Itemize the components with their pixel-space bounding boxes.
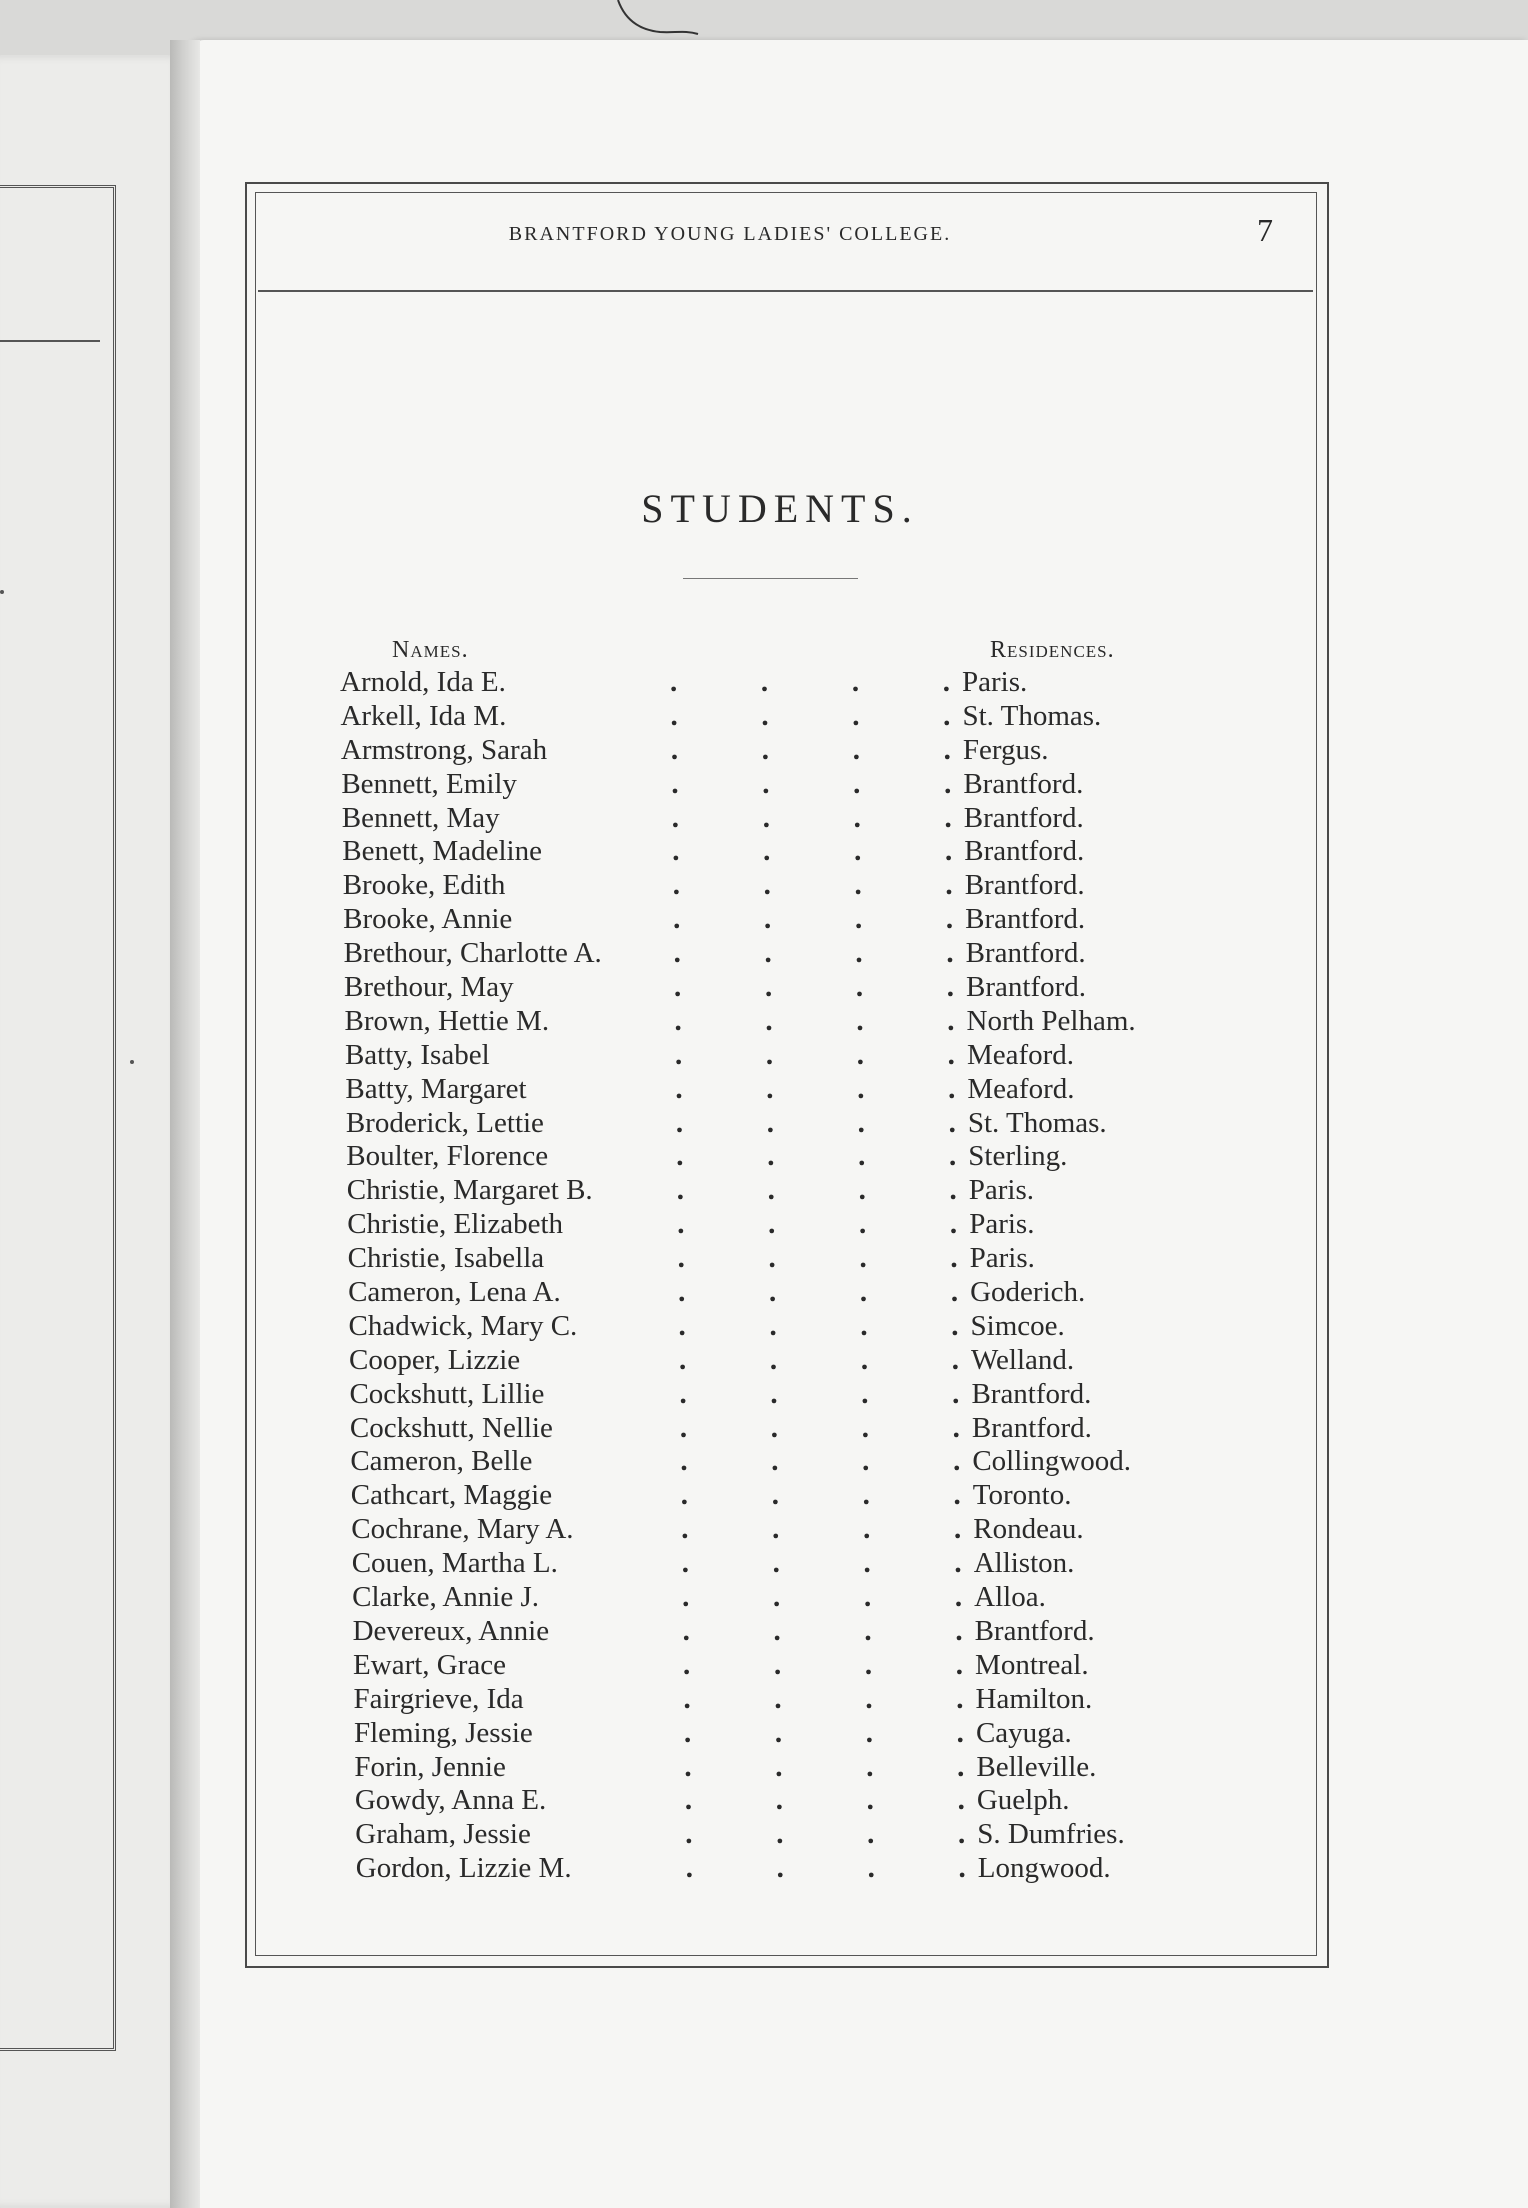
student-residence: Paris. — [969, 1242, 1035, 1275]
student-name: Brethour, Charlotte A. — [343, 937, 602, 970]
dot-leader: . . . . — [679, 1377, 960, 1410]
student-residence: Guelph. — [976, 1784, 1070, 1817]
student-list — [340, 666, 1220, 1886]
dot-leader: . . . . — [679, 1343, 959, 1376]
student-row — [349, 1310, 1229, 1344]
student-name: Armstrong, Sarah — [340, 733, 548, 766]
student-residence: Simcoe. — [970, 1309, 1065, 1342]
student-row — [349, 1378, 1229, 1412]
student-row — [342, 835, 1222, 869]
student-row — [343, 869, 1223, 903]
left-page-border — [0, 185, 116, 2051]
dot-leader: . . . . — [682, 1581, 963, 1614]
page-speck — [130, 1060, 134, 1064]
student-name: Cameron, Lena A. — [348, 1276, 561, 1309]
dot-leader: . . . . — [683, 1648, 964, 1681]
dot-leader: . . . . — [671, 767, 952, 800]
student-name: Cooper, Lizzie — [349, 1343, 521, 1376]
student-residence: Alloa. — [974, 1581, 1046, 1614]
student-residence: Brantford. — [966, 971, 1087, 1004]
dot-leader: . . . . — [674, 971, 955, 1004]
student-name: Graham, Jessie — [355, 1818, 531, 1851]
dot-leader: . . . . — [676, 1140, 957, 1173]
student-name: Christie, Isabella — [347, 1242, 545, 1275]
dot-leader: . . . . — [670, 666, 950, 698]
dot-leader: . . . . — [674, 1038, 955, 1071]
student-row — [355, 1784, 1235, 1818]
student-name: Fairgrieve, Ida — [353, 1682, 524, 1715]
dot-leader: . . . . — [677, 1208, 958, 1241]
dot-leader: . . . . — [680, 1445, 961, 1478]
student-name: Brown, Hettie M. — [344, 1004, 550, 1037]
student-name: Benett, Madeline — [342, 835, 542, 868]
dot-leader: . . . . — [672, 835, 953, 868]
student-residence: Paris. — [962, 666, 1028, 698]
names-column-heading: Names. — [392, 637, 469, 663]
student-residence: North Pelham. — [966, 1004, 1136, 1037]
student-name: Couen, Martha L. — [351, 1547, 558, 1580]
page-number: 7 — [1257, 212, 1273, 248]
student-row — [345, 1005, 1225, 1039]
dot-leader: . . . . — [672, 869, 953, 902]
student-row — [347, 1208, 1227, 1242]
dot-leader: . . . . — [683, 1682, 964, 1715]
dot-leader: . . . . — [675, 1106, 956, 1139]
student-row — [346, 1140, 1226, 1174]
student-row — [345, 1073, 1225, 1107]
student-residence: Paris. — [968, 1174, 1034, 1207]
student-row — [344, 937, 1224, 971]
student-row — [348, 1242, 1228, 1276]
left-page-header-rule — [0, 340, 100, 342]
student-row — [347, 1174, 1227, 1208]
dot-leader: . . . . — [678, 1309, 959, 1342]
student-residence: Meaford. — [967, 1072, 1075, 1105]
student-name: Cameron, Belle — [350, 1445, 533, 1478]
dot-leader: . . . . — [673, 937, 954, 970]
student-residence: Fergus. — [962, 733, 1049, 766]
dot-leader: . . . . — [674, 1004, 955, 1037]
student-row — [353, 1649, 1233, 1683]
student-row — [354, 1717, 1234, 1751]
bookmark-thread — [610, 0, 700, 40]
student-name: Devereux, Annie — [352, 1614, 550, 1647]
dot-leader: . . . . — [670, 733, 951, 766]
dot-leader: . . . . — [685, 1818, 966, 1851]
student-name: Bennett, Emily — [341, 767, 517, 800]
dot-leader: . . . . — [677, 1242, 958, 1275]
dot-leader: . . . . — [683, 1716, 964, 1749]
student-row — [345, 1039, 1225, 1073]
title-rule — [683, 578, 858, 579]
student-name: Gordon, Lizzie M. — [355, 1852, 572, 1885]
student-row — [340, 666, 1220, 700]
student-row — [344, 971, 1224, 1005]
student-row — [340, 700, 1220, 734]
dot-leader: . . . . — [684, 1750, 965, 1783]
student-name: Broderick, Lettie — [345, 1106, 544, 1139]
student-row — [348, 1276, 1228, 1310]
student-residence: Brantford. — [971, 1411, 1092, 1444]
dot-leader: . . . . — [681, 1547, 962, 1580]
student-row — [351, 1513, 1231, 1547]
student-residence: Rondeau. — [973, 1513, 1084, 1546]
student-row — [350, 1445, 1230, 1479]
student-row — [350, 1412, 1230, 1446]
student-name: Cochrane, Mary A. — [351, 1513, 574, 1546]
student-residence: Montreal. — [975, 1648, 1089, 1681]
student-residence: Paris. — [969, 1208, 1035, 1241]
running-head: BRANTFORD YOUNG LADIES' COLLEGE. — [508, 223, 952, 245]
residences-column-heading: Residences. — [990, 637, 1115, 663]
dot-leader: . . . . — [676, 1174, 957, 1207]
student-row — [346, 1107, 1226, 1141]
student-residence: Longwood. — [977, 1852, 1111, 1885]
student-residence: Brantford. — [963, 767, 1084, 800]
student-residence: Belleville. — [976, 1750, 1097, 1783]
student-name: Clarke, Annie J. — [352, 1581, 539, 1614]
student-row — [354, 1751, 1234, 1785]
dot-leader: . . . . — [684, 1784, 965, 1817]
student-name: Ewart, Grace — [353, 1648, 507, 1681]
student-name: Boulter, Florence — [346, 1140, 549, 1173]
student-residence: Brantford. — [964, 835, 1085, 868]
dot-leader: . . . . — [675, 1072, 956, 1105]
student-name: Brethour, May — [344, 971, 514, 1004]
student-row — [342, 802, 1222, 836]
student-residence: Brantford. — [963, 801, 1084, 834]
student-row — [352, 1547, 1232, 1581]
student-residence: Meaford. — [966, 1038, 1075, 1071]
student-residence: Brantford. — [971, 1377, 1092, 1410]
student-name: Christie, Elizabeth — [347, 1208, 564, 1241]
student-row — [351, 1479, 1231, 1513]
student-row — [352, 1581, 1232, 1615]
student-row — [353, 1615, 1233, 1649]
student-name: Brooke, Annie — [343, 903, 513, 936]
student-name: Fleming, Jessie — [353, 1716, 533, 1749]
dot-leader: . . . . — [681, 1513, 962, 1546]
student-name: Batty, Margaret — [345, 1072, 527, 1105]
student-residence: St. Thomas. — [962, 699, 1102, 732]
student-row — [349, 1344, 1229, 1378]
dot-leader: . . . . — [679, 1411, 960, 1444]
student-residence: Cayuga. — [975, 1716, 1072, 1749]
left-page — [0, 55, 185, 2208]
student-residence: Sterling. — [968, 1140, 1068, 1173]
book-gutter — [170, 40, 200, 2208]
student-name: Batty, Isabel — [344, 1038, 490, 1071]
student-residence: St. Thomas. — [967, 1106, 1107, 1139]
student-name: Gowdy, Anna E. — [354, 1784, 547, 1817]
student-residence: Toronto. — [972, 1479, 1072, 1512]
student-name: Christie, Margaret B. — [346, 1174, 593, 1207]
student-name: Brooke, Edith — [342, 869, 506, 902]
student-row — [343, 903, 1223, 937]
dot-leader: . . . . — [682, 1614, 963, 1647]
student-residence: Hamilton. — [975, 1682, 1093, 1715]
dot-leader: . . . . — [680, 1479, 961, 1512]
student-residence: Brantford. — [965, 937, 1086, 970]
student-row — [341, 768, 1221, 802]
dot-leader: . . . . — [685, 1852, 966, 1885]
section-title: STUDENTS. — [641, 486, 919, 531]
student-name: Arkell, Ida M. — [340, 699, 507, 732]
header-rule — [258, 290, 1313, 292]
student-row — [356, 1852, 1236, 1886]
student-name: Cockshutt, Nellie — [349, 1411, 553, 1444]
student-residence: Alliston. — [973, 1547, 1075, 1580]
student-residence: Brantford. — [974, 1614, 1095, 1647]
student-name: Forin, Jennie — [354, 1750, 506, 1783]
student-name: Bennett, May — [341, 801, 500, 834]
student-residence: Brantford. — [965, 903, 1086, 936]
page-speck — [0, 590, 4, 594]
student-name: Cathcart, Maggie — [350, 1479, 553, 1512]
student-row — [355, 1818, 1235, 1852]
student-residence: Brantford. — [964, 869, 1085, 902]
dot-leader: . . . . — [673, 903, 954, 936]
student-name: Arnold, Ida E. — [340, 666, 506, 698]
student-residence: Welland. — [971, 1343, 1075, 1376]
student-residence: S. Dumfries. — [977, 1818, 1125, 1851]
dot-leader: . . . . — [671, 801, 952, 834]
dot-leader: . . . . — [678, 1276, 959, 1309]
student-row — [341, 734, 1221, 768]
student-residence: Goderich. — [970, 1276, 1086, 1309]
student-row — [354, 1683, 1234, 1717]
dot-leader: . . . . — [670, 699, 951, 732]
student-name: Cockshutt, Lillie — [349, 1377, 545, 1410]
student-residence: Collingwood. — [972, 1445, 1132, 1478]
student-name: Chadwick, Mary C. — [348, 1309, 578, 1342]
